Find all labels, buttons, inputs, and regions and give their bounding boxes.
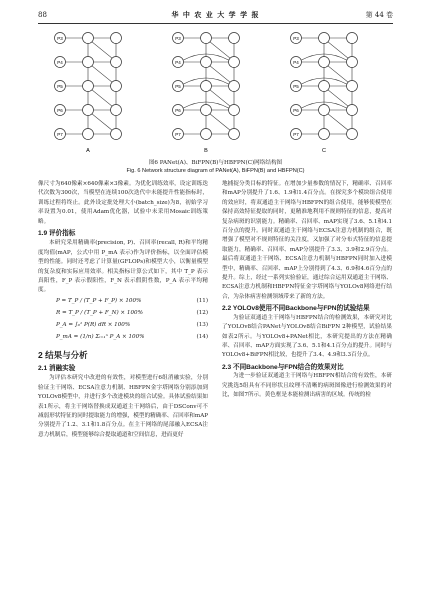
node-label: P3 [175, 35, 181, 41]
equation-body: P_A = ∫₀¹ P(R) dR × 100% [56, 322, 131, 329]
intermediate-node [83, 81, 94, 92]
intermediate-node [319, 57, 330, 68]
intermediate-node [319, 129, 330, 140]
page-number: 88 [38, 11, 47, 19]
connection-arrow [91, 65, 112, 82]
intermediate-node [201, 81, 212, 92]
intermediate-node [83, 105, 94, 116]
right-column [222, 180, 392, 400]
running-header [38, 8, 393, 22]
header-rule [38, 23, 393, 24]
node-label: P3 [57, 35, 63, 41]
connection-arrow [327, 113, 348, 130]
paragraph: 像尺寸为640像素×640像素×3像素。为优化训练效率，设定训练迭代次数为300次，当模型在连续100次迭代中未能提升性能指标时，训练过程将终止。此外设定批处理大小(batch_size)为8，初始学习率设置为0.01，使用Adam优化器，试验中未采用Mosaic训练策略。 [38, 181, 208, 225]
equation-body: P_mA = (1/n) Σᵢ₌₁ⁿ P_A × 100% [56, 334, 145, 341]
journal-title: 华 中 农 业 大 学 学 报 [171, 10, 260, 19]
node-label: P6 [293, 107, 299, 113]
paragraph: 为进一步验证双通道主干网络与HBFPN相结合的有效性，本研究挑选5组具有不同形状且纹理不清晰的病斑图像进行检测效果的对比，如图7所示。黄色框是本能检测出病害的区域。传统的检 [222, 373, 392, 398]
output-node [111, 81, 122, 92]
intermediate-node [83, 129, 94, 140]
connection-arrow [91, 89, 112, 106]
paragraph: 为评估本研究中改进的有效性，对模型进行6组消融实验，分别验证主干网络、ECSA注意力机制、HBFPN金字塔网络分别添加到YOLOv8模型中，并进行多个改进模块的组合试验。具体试验结果如表1所示，将主干网络替换成双通道主干网络后，由于DSConv可不减弱形状特征的同时提取能力的增强，模型的精确率、召回率和mAP分别提升了1.2、3.1和1.8百分点。在主干网络的尾部融入ECSA注意力机制后，模型能够综合提取通道和空间信息，进而更好 [38, 375, 208, 438]
intermediate-node [201, 57, 212, 68]
output-node [111, 57, 122, 68]
output-node [111, 105, 122, 116]
equation-12 [38, 308, 208, 320]
intermediate-node [201, 33, 212, 44]
equation-number: (11) [196, 298, 208, 305]
intermediate-node [319, 33, 330, 44]
panel-label: B [204, 148, 208, 154]
paragraph: 地捕捉分类目标的特征。在增加少量参数的情况下，精确率、召回率和mAP分别提升了1.6、1.9和1.4百分点。在探究多个模块组合使用的效应时，将双通道主干网络与HBFPN的组合使用，能够使模型在保持高效特征提取的同时，更精准地利用不规则特征的信息，提高对复杂病斑的识别能力。精确率、召回率、mAP实现了3.6、5.1和4.1百分点的提升。同时双通道主干网络与ECSA注意力机制的组合，既增强了模型对不规则特征的关注度，又加强了对分布式特征的信息提取能力，精确率、召回率、mAP分别提升了3.3、3.9和2.9百分点。最后将双通道主干网络、ECSA注意力机制与HBFPN同时加入进模型中，精确率、召回率、mAP上分别得到了4.3、6.9和4.6百分点的提升。综上，经过一系列实验验证，通过综合运用双通道主干网络、ECSA注意力机制和HBFPN特征金字塔网络与YOLOv8网络进行结合，为杂体病害检测领域带来了新的方法。 [222, 181, 392, 300]
section-heading: 1.9 评价指标 [38, 230, 76, 238]
output-node [111, 129, 122, 140]
paragraph: 为验证双通道主干网络与HBFPN结合的检测效果，本研究对比了YOLOv8结合PANet与YOLOv8结合BiFPN 2种模型，试验结果如表2所示。与YOLOv8+PANet相比，本研究提出的方法在精确率、召回率、mAP方面实现了3.6、5.1和4.1百分点的提升。同时与YOLOv8+BiFPN相比较，也提升了3.4、4.9和3.3百分点。 [222, 314, 392, 359]
output-node [111, 33, 122, 44]
node-label: P7 [57, 131, 63, 137]
output-node [347, 129, 358, 140]
equation-number: (13) [196, 322, 208, 329]
equation-number: (12) [196, 310, 208, 317]
node-label: P4 [293, 59, 299, 65]
intermediate-node [83, 33, 94, 44]
figure-panel-labels [86, 148, 326, 154]
output-node [229, 81, 240, 92]
equation-13 [38, 320, 208, 332]
connection-arrow [91, 113, 112, 130]
intermediate-node [201, 129, 212, 140]
connection-arrow [209, 113, 230, 130]
figure-caption-en: Fig. 6 Network structure diagram of PANet(A), BiFPN(B) and HBFPN(C) [126, 168, 305, 174]
node-label: P3 [293, 35, 299, 41]
equation-body: R = T_P / (T_P + F_N) × 100% [56, 310, 143, 317]
node-label: P7 [175, 131, 181, 137]
equation-number: (14) [196, 334, 208, 341]
network-structure-figure [38, 28, 393, 156]
output-node [229, 33, 240, 44]
node-label: P4 [175, 59, 181, 65]
left-column [38, 180, 208, 440]
equation-14 [38, 332, 208, 344]
node-label: P5 [293, 83, 299, 89]
volume-label: 第 44 卷 [365, 11, 393, 19]
intermediate-node [83, 57, 94, 68]
node-label: P6 [57, 107, 63, 113]
node-label: P5 [57, 83, 63, 89]
intermediate-node [201, 105, 212, 116]
connection-arrow [91, 41, 112, 58]
panel-label: A [86, 148, 90, 154]
output-node [229, 129, 240, 140]
equation-body: P = T_P / (T_P + F_P) × 100% [56, 298, 142, 305]
section-heading: 2.2 YOLOv8使用不同Backbone与FPN的试验结果 [222, 305, 370, 313]
node-label: P6 [175, 107, 181, 113]
section-heading: 2.1 消融实验 [38, 364, 76, 372]
output-node [347, 105, 358, 116]
panel-label: C [322, 148, 326, 154]
output-node [347, 33, 358, 44]
figure-caption-cn: 图6 PANet(A)、BiFPN(B)与HBFPN(C)网络结构图 [148, 160, 283, 166]
output-node [347, 57, 358, 68]
equation-11 [38, 296, 208, 308]
node-label: P4 [57, 59, 63, 65]
intermediate-node [319, 105, 330, 116]
intermediate-node [319, 81, 330, 92]
section-heading: 2.3 不同Backbone与FPN结合的效果对比 [222, 363, 344, 371]
output-node [347, 81, 358, 92]
output-node [229, 57, 240, 68]
node-label: P5 [175, 83, 181, 89]
chapter-heading: 2 结果与分析 [38, 349, 88, 360]
node-label: P7 [293, 131, 299, 137]
paragraph: 本研究采用精确率(precision, P)、召回率(recall, R)和平均精度均值(mAP，公式中用 P_mA 表示)作为评价指标，以全面评估模型的性能。同时还考虑了计算量(GFLOPs)和模型大小，以衡量模型的复杂度和实际应用效率。相关指标计算公式如下，其中 T_P 表示真阳性，F_P 表示假阳性，F_N 表示假阴性数，P_A 表示平均精度。 [38, 240, 208, 294]
output-node [229, 105, 240, 116]
